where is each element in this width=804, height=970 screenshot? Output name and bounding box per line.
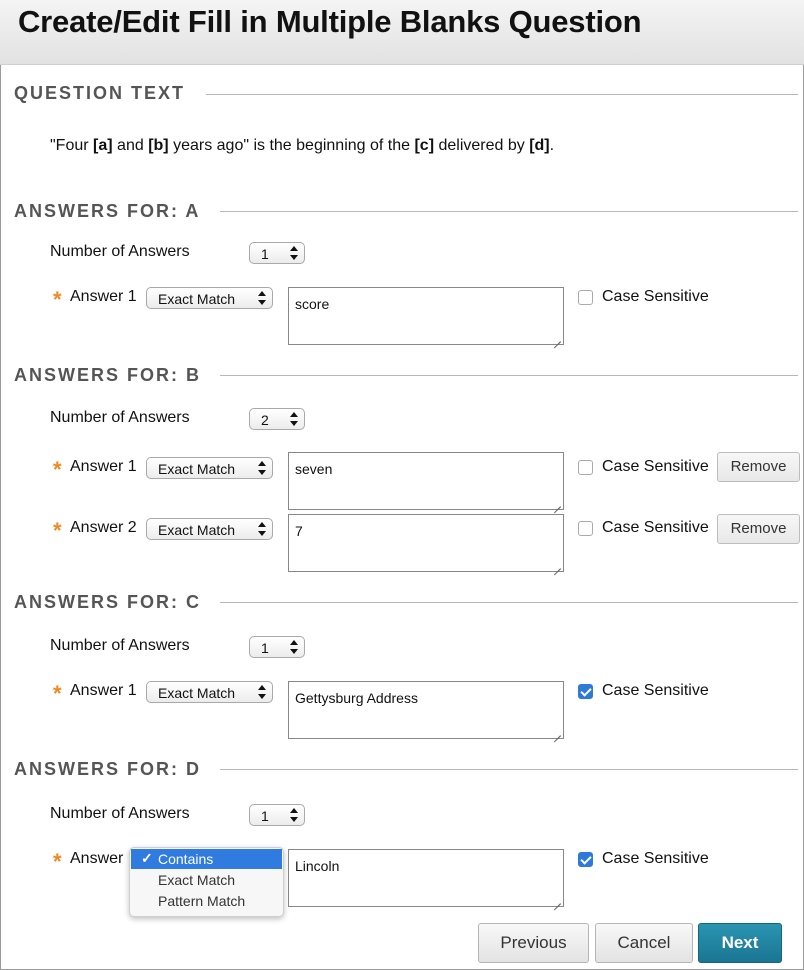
required-asterisk-icon: *	[53, 518, 62, 543]
section-divider	[220, 769, 798, 770]
next-button[interactable]: Next	[698, 923, 782, 963]
question-text-part: and	[112, 137, 149, 154]
case-sensitive-label: Case Sensitive	[602, 850, 709, 867]
blank-c-token: [c]	[414, 137, 435, 154]
answer-value: seven	[295, 461, 333, 477]
blank-a-token: [a]	[93, 137, 113, 154]
number-of-answers-label: Number of Answers	[50, 805, 190, 822]
select-value: Exact Match	[158, 461, 236, 477]
case-sensitive-checkbox[interactable]	[578, 852, 593, 867]
resize-grip-icon[interactable]	[552, 333, 561, 342]
select-arrows-icon	[258, 522, 266, 536]
answers-for-c-heading: ANSWERS FOR: C	[14, 592, 201, 612]
case-sensitive-label: Case Sensitive	[602, 682, 709, 699]
answer-value: Lincoln	[295, 858, 340, 874]
remove-answer-button[interactable]: Remove	[717, 452, 800, 482]
dropdown-option-pattern-match[interactable]	[131, 891, 282, 911]
blank-d-token: [d]	[529, 137, 550, 154]
section-divider	[220, 375, 798, 376]
answer-textarea[interactable]	[288, 849, 564, 907]
option-label: Exact Match	[158, 872, 236, 888]
option-label: Contains	[158, 851, 214, 867]
number-of-answers-label: Number of Answers	[50, 637, 190, 654]
remove-answer-button[interactable]: Remove	[717, 514, 800, 544]
resize-grip-icon[interactable]	[552, 727, 561, 736]
number-of-answers-label: Number of Answers	[50, 409, 190, 426]
answer-textarea[interactable]	[288, 681, 564, 739]
answer-textarea[interactable]	[288, 452, 564, 510]
match-type-select[interactable]	[146, 457, 273, 479]
case-sensitive-checkbox[interactable]	[578, 290, 593, 305]
question-text-heading: QUESTION TEXT	[14, 83, 186, 103]
question-text-part: years ago" is the beginning of the	[168, 137, 415, 154]
match-type-select[interactable]	[146, 681, 273, 703]
resize-grip-icon[interactable]	[552, 498, 561, 507]
answers-for-b-heading: ANSWERS FOR: B	[14, 365, 201, 385]
number-of-answers-select-a[interactable]	[249, 242, 305, 264]
page-title: Create/Edit Fill in Multiple Blanks Question	[18, 4, 642, 39]
answer-value: Gettysburg Address	[295, 690, 418, 706]
select-value: 2	[261, 412, 269, 428]
select-arrows-icon	[290, 246, 298, 260]
match-type-select[interactable]	[146, 287, 273, 309]
select-arrows-icon	[258, 685, 266, 699]
dropdown-option-contains[interactable]	[131, 849, 282, 869]
case-sensitive-checkbox[interactable]	[578, 460, 593, 475]
select-arrows-icon	[290, 808, 298, 822]
question-text-part: .	[549, 137, 555, 154]
checkmark-icon: ✓	[141, 850, 153, 866]
case-sensitive-label: Case Sensitive	[602, 458, 709, 475]
answer-value: score	[295, 296, 330, 312]
case-sensitive-checkbox[interactable]	[578, 684, 593, 699]
select-value: Exact Match	[158, 291, 236, 307]
select-value: Exact Match	[158, 685, 236, 701]
question-text	[50, 137, 554, 155]
answer-textarea[interactable]	[288, 287, 564, 345]
previous-button[interactable]: Previous	[478, 923, 589, 963]
case-sensitive-label: Case Sensitive	[602, 519, 709, 536]
answers-for-d-heading: ANSWERS FOR: D	[14, 759, 201, 779]
answer-label: Answer 1	[70, 288, 137, 305]
question-text-part: delivered by	[434, 137, 530, 154]
answers-for-a-heading: ANSWERS FOR: A	[14, 201, 201, 221]
blank-b-token: [b]	[148, 137, 169, 154]
select-arrows-icon	[258, 291, 266, 305]
match-type-select[interactable]	[146, 518, 273, 540]
section-divider	[220, 602, 798, 603]
select-arrows-icon	[290, 412, 298, 426]
select-value: Exact Match	[158, 522, 236, 538]
resize-grip-icon[interactable]	[552, 560, 561, 569]
option-label: Pattern Match	[158, 893, 246, 909]
dropdown-option-exact-match[interactable]	[131, 870, 282, 890]
case-sensitive-label: Case Sensitive	[602, 288, 709, 305]
required-asterisk-icon: *	[53, 681, 62, 706]
required-asterisk-icon: *	[53, 849, 62, 874]
answer-textarea[interactable]	[288, 514, 564, 572]
page-header	[0, 0, 804, 65]
section-divider	[206, 94, 798, 95]
answer-label: Answer 1	[70, 682, 137, 699]
required-asterisk-icon: *	[53, 457, 62, 482]
select-value: 1	[261, 808, 269, 824]
number-of-answers-select-c[interactable]	[249, 636, 305, 658]
answer-value: 7	[295, 523, 303, 539]
number-of-answers-select-b[interactable]	[249, 408, 305, 430]
number-of-answers-select-d[interactable]	[249, 804, 305, 826]
match-type-dropdown-menu	[129, 847, 284, 917]
select-value: 1	[261, 246, 269, 262]
answer-label: Answer	[70, 850, 124, 867]
select-arrows-icon	[290, 640, 298, 654]
answer-label: Answer 2	[70, 519, 137, 536]
answer-label: Answer 1	[70, 458, 137, 475]
question-text-part: "Four	[50, 137, 94, 154]
number-of-answers-label: Number of Answers	[50, 243, 190, 260]
select-value: 1	[261, 640, 269, 656]
select-arrows-icon	[258, 461, 266, 475]
case-sensitive-checkbox[interactable]	[578, 521, 593, 536]
resize-grip-icon[interactable]	[552, 895, 561, 904]
section-divider	[220, 211, 798, 212]
required-asterisk-icon: *	[53, 287, 62, 312]
cancel-button[interactable]: Cancel	[595, 923, 693, 963]
